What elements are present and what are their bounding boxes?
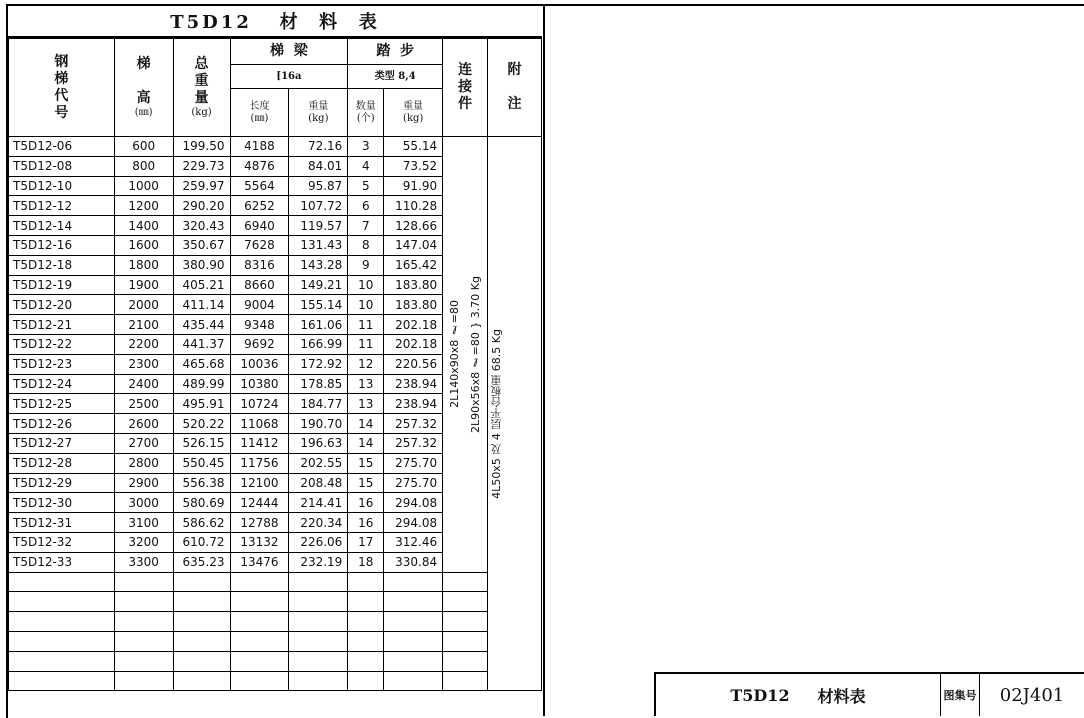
empty-cell xyxy=(9,572,115,592)
table-cell: 11 xyxy=(348,334,384,354)
empty-cell xyxy=(230,592,289,612)
header-step-qty: 数量 (个) xyxy=(348,89,384,137)
empty-cell xyxy=(289,671,348,691)
table-cell: T5D12-29 xyxy=(9,473,115,493)
empty-cell xyxy=(348,631,384,651)
material-table xyxy=(8,38,542,691)
table-cell: 7628 xyxy=(230,235,289,255)
table-cell: 55.14 xyxy=(384,137,443,157)
table-cell: 350.67 xyxy=(173,235,230,255)
note-cell xyxy=(488,137,542,691)
table-cell: 220.56 xyxy=(384,354,443,374)
title-block-number: 02J401 xyxy=(999,684,1065,706)
table-cell: 6 xyxy=(348,196,384,216)
table-cell: 275.70 xyxy=(384,473,443,493)
title-block xyxy=(654,672,1084,716)
table-cell: 2000 xyxy=(114,295,173,315)
table-cell: T5D12-32 xyxy=(9,532,115,552)
table-cell: T5D12-14 xyxy=(9,216,115,236)
table-cell: T5D12-22 xyxy=(9,334,115,354)
empty-row xyxy=(9,592,542,612)
table-cell: T5D12-19 xyxy=(9,275,115,295)
table-cell: T5D12-31 xyxy=(9,513,115,533)
empty-cell xyxy=(348,651,384,671)
table-cell: 214.41 xyxy=(289,493,348,513)
table-cell: 161.06 xyxy=(289,315,348,335)
table-cell: 556.38 xyxy=(173,473,230,493)
table-cell: 2700 xyxy=(114,433,173,453)
empty-cell xyxy=(173,651,230,671)
table-cell: 17 xyxy=(348,532,384,552)
table-cell: 441.37 xyxy=(173,334,230,354)
table-cell: 294.08 xyxy=(384,493,443,513)
table-cell: 465.68 xyxy=(173,354,230,374)
table-cell: 9 xyxy=(348,255,384,275)
empty-cell xyxy=(289,631,348,651)
table-cell: 155.14 xyxy=(289,295,348,315)
empty-cell xyxy=(230,572,289,592)
table-cell: 5 xyxy=(348,176,384,196)
table-cell: T5D12-27 xyxy=(9,433,115,453)
table-cell: 4 xyxy=(348,156,384,176)
table-cell: 199.50 xyxy=(173,137,230,157)
table-cell: T5D12-16 xyxy=(9,235,115,255)
table-cell: 5564 xyxy=(230,176,289,196)
table-cell: 8316 xyxy=(230,255,289,275)
empty-cell xyxy=(443,671,488,691)
table-cell: T5D12-26 xyxy=(9,414,115,434)
table-cell: 257.32 xyxy=(384,433,443,453)
table-cell: 294.08 xyxy=(384,513,443,533)
table-cell: T5D12-33 xyxy=(9,552,115,572)
table-cell: 91.90 xyxy=(384,176,443,196)
connector-text-2: 2L90x56x8 ℓ=80 } 3.70 Kg xyxy=(468,275,482,433)
header-code: 钢 梯 代 号 xyxy=(9,39,115,137)
empty-cell xyxy=(384,631,443,651)
header-beam-length: 长度 (㎜) xyxy=(230,89,289,137)
empty-cell xyxy=(9,612,115,632)
header-beam-spec: [16a xyxy=(230,65,348,89)
empty-cell xyxy=(230,631,289,651)
table-cell: 9692 xyxy=(230,334,289,354)
empty-row xyxy=(9,651,542,671)
header-step-spec: 类型 8,4 xyxy=(348,65,443,89)
empty-cell xyxy=(114,631,173,651)
table-cell: 7 xyxy=(348,216,384,236)
table-cell: 10 xyxy=(348,295,384,315)
empty-cell xyxy=(114,651,173,671)
table-cell: 1600 xyxy=(114,235,173,255)
table-cell: 184.77 xyxy=(289,394,348,414)
table-cell: T5D12-30 xyxy=(9,493,115,513)
empty-row xyxy=(9,612,542,632)
empty-cell xyxy=(173,572,230,592)
table-cell: 586.62 xyxy=(173,513,230,533)
table-cell: 128.66 xyxy=(384,216,443,236)
table-cell: 1800 xyxy=(114,255,173,275)
table-cell: 232.19 xyxy=(289,552,348,572)
table-cell: 202.55 xyxy=(289,453,348,473)
empty-cell xyxy=(9,651,115,671)
header-total-weight: 总 重 量 (kg) xyxy=(173,39,230,137)
empty-cell xyxy=(348,592,384,612)
material-table-panel xyxy=(8,6,542,716)
table-cell: 411.14 xyxy=(173,295,230,315)
table-cell: 2800 xyxy=(114,453,173,473)
table-cell: T5D12-23 xyxy=(9,354,115,374)
table-cell: 526.15 xyxy=(173,433,230,453)
table-cell: 1200 xyxy=(114,196,173,216)
table-cell: 84.01 xyxy=(289,156,348,176)
table-cell: 3 xyxy=(348,137,384,157)
table-cell: 550.45 xyxy=(173,453,230,473)
title-block-code: T5D12 xyxy=(730,685,790,705)
table-cell: T5D12-12 xyxy=(9,196,115,216)
table-cell: 202.18 xyxy=(384,315,443,335)
table-cell: 290.20 xyxy=(173,196,230,216)
table-cell: 520.22 xyxy=(173,414,230,434)
empty-cell xyxy=(289,572,348,592)
table-cell: 2900 xyxy=(114,473,173,493)
header-height: 梯 高 (㎜) xyxy=(114,39,173,137)
empty-cell xyxy=(230,612,289,632)
table-cell: 11412 xyxy=(230,433,289,453)
table-cell: 95.87 xyxy=(289,176,348,196)
table-cell: 320.43 xyxy=(173,216,230,236)
table-cell: 13476 xyxy=(230,552,289,572)
empty-cell xyxy=(443,592,488,612)
table-cell: 600 xyxy=(114,137,173,157)
table-cell: 196.63 xyxy=(289,433,348,453)
table-title: T5D12 材 料 表 xyxy=(8,6,542,38)
table-cell: 12788 xyxy=(230,513,289,533)
table-cell: 800 xyxy=(114,156,173,176)
table-cell: 226.06 xyxy=(289,532,348,552)
table-cell: 489.99 xyxy=(173,374,230,394)
table-cell: 238.94 xyxy=(384,374,443,394)
table-cell: 8 xyxy=(348,235,384,255)
table-cell: 6252 xyxy=(230,196,289,216)
table-cell: 190.70 xyxy=(289,414,348,434)
table-cell: 2400 xyxy=(114,374,173,394)
table-cell: 13 xyxy=(348,394,384,414)
table-cell: 72.16 xyxy=(289,137,348,157)
table-cell: 635.23 xyxy=(173,552,230,572)
empty-cell xyxy=(173,612,230,632)
table-cell: 149.21 xyxy=(289,275,348,295)
table-cell: 13 xyxy=(348,374,384,394)
table-cell: 8660 xyxy=(230,275,289,295)
table-cell: 275.70 xyxy=(384,453,443,473)
table-cell: 73.52 xyxy=(384,156,443,176)
table-cell: 12 xyxy=(348,354,384,374)
table-cell: 259.97 xyxy=(173,176,230,196)
table-cell: 10380 xyxy=(230,374,289,394)
empty-cell xyxy=(348,572,384,592)
table-cell: 2300 xyxy=(114,354,173,374)
table-cell: 6940 xyxy=(230,216,289,236)
table-cell: 495.91 xyxy=(173,394,230,414)
table-cell: 110.28 xyxy=(384,196,443,216)
empty-cell xyxy=(384,671,443,691)
table-cell: 16 xyxy=(348,513,384,533)
empty-cell xyxy=(9,592,115,612)
empty-cell xyxy=(289,612,348,632)
header-beam-weight: 重量 (kg) xyxy=(289,89,348,137)
title-block-subtitle: 材料表 xyxy=(817,686,866,706)
empty-cell xyxy=(114,592,173,612)
table-cell: 1900 xyxy=(114,275,173,295)
table-cell: 11068 xyxy=(230,414,289,434)
table-cell: 15 xyxy=(348,453,384,473)
table-cell: 18 xyxy=(348,552,384,572)
empty-cell xyxy=(348,612,384,632)
table-cell: 2600 xyxy=(114,414,173,434)
header-beam: 梯 梁 xyxy=(230,39,348,65)
table-cell: 12444 xyxy=(230,493,289,513)
table-cell: 12100 xyxy=(230,473,289,493)
table-cell: 1000 xyxy=(114,176,173,196)
table-cell: T5D12-06 xyxy=(9,137,115,157)
table-cell: 14 xyxy=(348,414,384,434)
table-cell: 183.80 xyxy=(384,275,443,295)
table-cell: 220.34 xyxy=(289,513,348,533)
empty-cell xyxy=(230,671,289,691)
header-connector: 连 接 件 xyxy=(443,39,488,137)
table-cell: 11756 xyxy=(230,453,289,473)
header-note: 附 注 xyxy=(488,39,542,137)
table-row xyxy=(9,137,542,157)
table-cell: 2200 xyxy=(114,334,173,354)
empty-row xyxy=(9,572,542,592)
empty-cell xyxy=(173,592,230,612)
table-cell: T5D12-18 xyxy=(9,255,115,275)
table-cell: 147.04 xyxy=(384,235,443,255)
table-cell: 312.46 xyxy=(384,532,443,552)
empty-cell xyxy=(384,592,443,612)
table-cell: 405.21 xyxy=(173,275,230,295)
table-cell: 229.73 xyxy=(173,156,230,176)
table-cell: 10724 xyxy=(230,394,289,414)
table-cell: 15 xyxy=(348,473,384,493)
table-cell: 610.72 xyxy=(173,532,230,552)
table-cell: T5D12-25 xyxy=(9,394,115,414)
table-cell: 119.57 xyxy=(289,216,348,236)
table-cell: 183.80 xyxy=(384,295,443,315)
empty-cell xyxy=(443,631,488,651)
table-cell: 3300 xyxy=(114,552,173,572)
table-cell: 208.48 xyxy=(289,473,348,493)
table-cell: 13132 xyxy=(230,532,289,552)
empty-cell xyxy=(384,612,443,632)
table-cell: 166.99 xyxy=(289,334,348,354)
title-block-label: 图集号 xyxy=(941,674,980,716)
table-cell: 435.44 xyxy=(173,315,230,335)
empty-cell xyxy=(9,671,115,691)
table-cell: T5D12-20 xyxy=(9,295,115,315)
connector-text-1: 2L140x90x8 ℓ=80 xyxy=(447,300,461,409)
table-cell: 257.32 xyxy=(384,414,443,434)
table-cell: 3000 xyxy=(114,493,173,513)
table-cell: T5D12-21 xyxy=(9,315,115,335)
table-cell: 165.42 xyxy=(384,255,443,275)
table-cell: 330.84 xyxy=(384,552,443,572)
table-cell: 3200 xyxy=(114,532,173,552)
table-cell: 178.85 xyxy=(289,374,348,394)
connector-cell xyxy=(443,137,488,573)
table-cell: T5D12-24 xyxy=(9,374,115,394)
empty-cell xyxy=(114,612,173,632)
empty-cell xyxy=(348,671,384,691)
empty-cell xyxy=(289,592,348,612)
empty-cell xyxy=(114,572,173,592)
table-cell: 172.92 xyxy=(289,354,348,374)
table-cell: 238.94 xyxy=(384,394,443,414)
empty-cell xyxy=(443,572,488,592)
table-cell: T5D12-08 xyxy=(9,156,115,176)
table-cell: 11 xyxy=(348,315,384,335)
sheet-divider xyxy=(543,4,545,716)
table-cell: T5D12-28 xyxy=(9,453,115,473)
table-cell: 380.90 xyxy=(173,255,230,275)
empty-row xyxy=(9,631,542,651)
title-block-name xyxy=(656,674,941,716)
table-cell: 131.43 xyxy=(289,235,348,255)
table-cell: 580.69 xyxy=(173,493,230,513)
table-cell: 2100 xyxy=(114,315,173,335)
empty-cell xyxy=(384,651,443,671)
empty-row xyxy=(9,671,542,691)
table-cell: 10 xyxy=(348,275,384,295)
table-cell: 16 xyxy=(348,493,384,513)
empty-cell xyxy=(9,631,115,651)
header-step: 踏 步 xyxy=(348,39,443,65)
table-cell: 10036 xyxy=(230,354,289,374)
empty-cell xyxy=(173,671,230,691)
table-cell: 9004 xyxy=(230,295,289,315)
header-step-weight: 重量 (kg) xyxy=(384,89,443,137)
table-cell: 1400 xyxy=(114,216,173,236)
table-cell: 4188 xyxy=(230,137,289,157)
empty-cell xyxy=(289,651,348,671)
empty-cell xyxy=(443,612,488,632)
table-cell: 3100 xyxy=(114,513,173,533)
note-text: 4L50x5 及 4 层平台板重 68.5 Kg xyxy=(490,328,504,499)
table-cell: T5D12-10 xyxy=(9,176,115,196)
table-cell: 4876 xyxy=(230,156,289,176)
table-cell: 14 xyxy=(348,433,384,453)
table-cell: 107.72 xyxy=(289,196,348,216)
table-cell: 9348 xyxy=(230,315,289,335)
empty-cell xyxy=(114,671,173,691)
empty-cell xyxy=(230,651,289,671)
table-cell: 143.28 xyxy=(289,255,348,275)
empty-cell xyxy=(384,572,443,592)
empty-cell xyxy=(173,631,230,651)
table-cell: 202.18 xyxy=(384,334,443,354)
empty-cell xyxy=(443,651,488,671)
table-cell: 2500 xyxy=(114,394,173,414)
